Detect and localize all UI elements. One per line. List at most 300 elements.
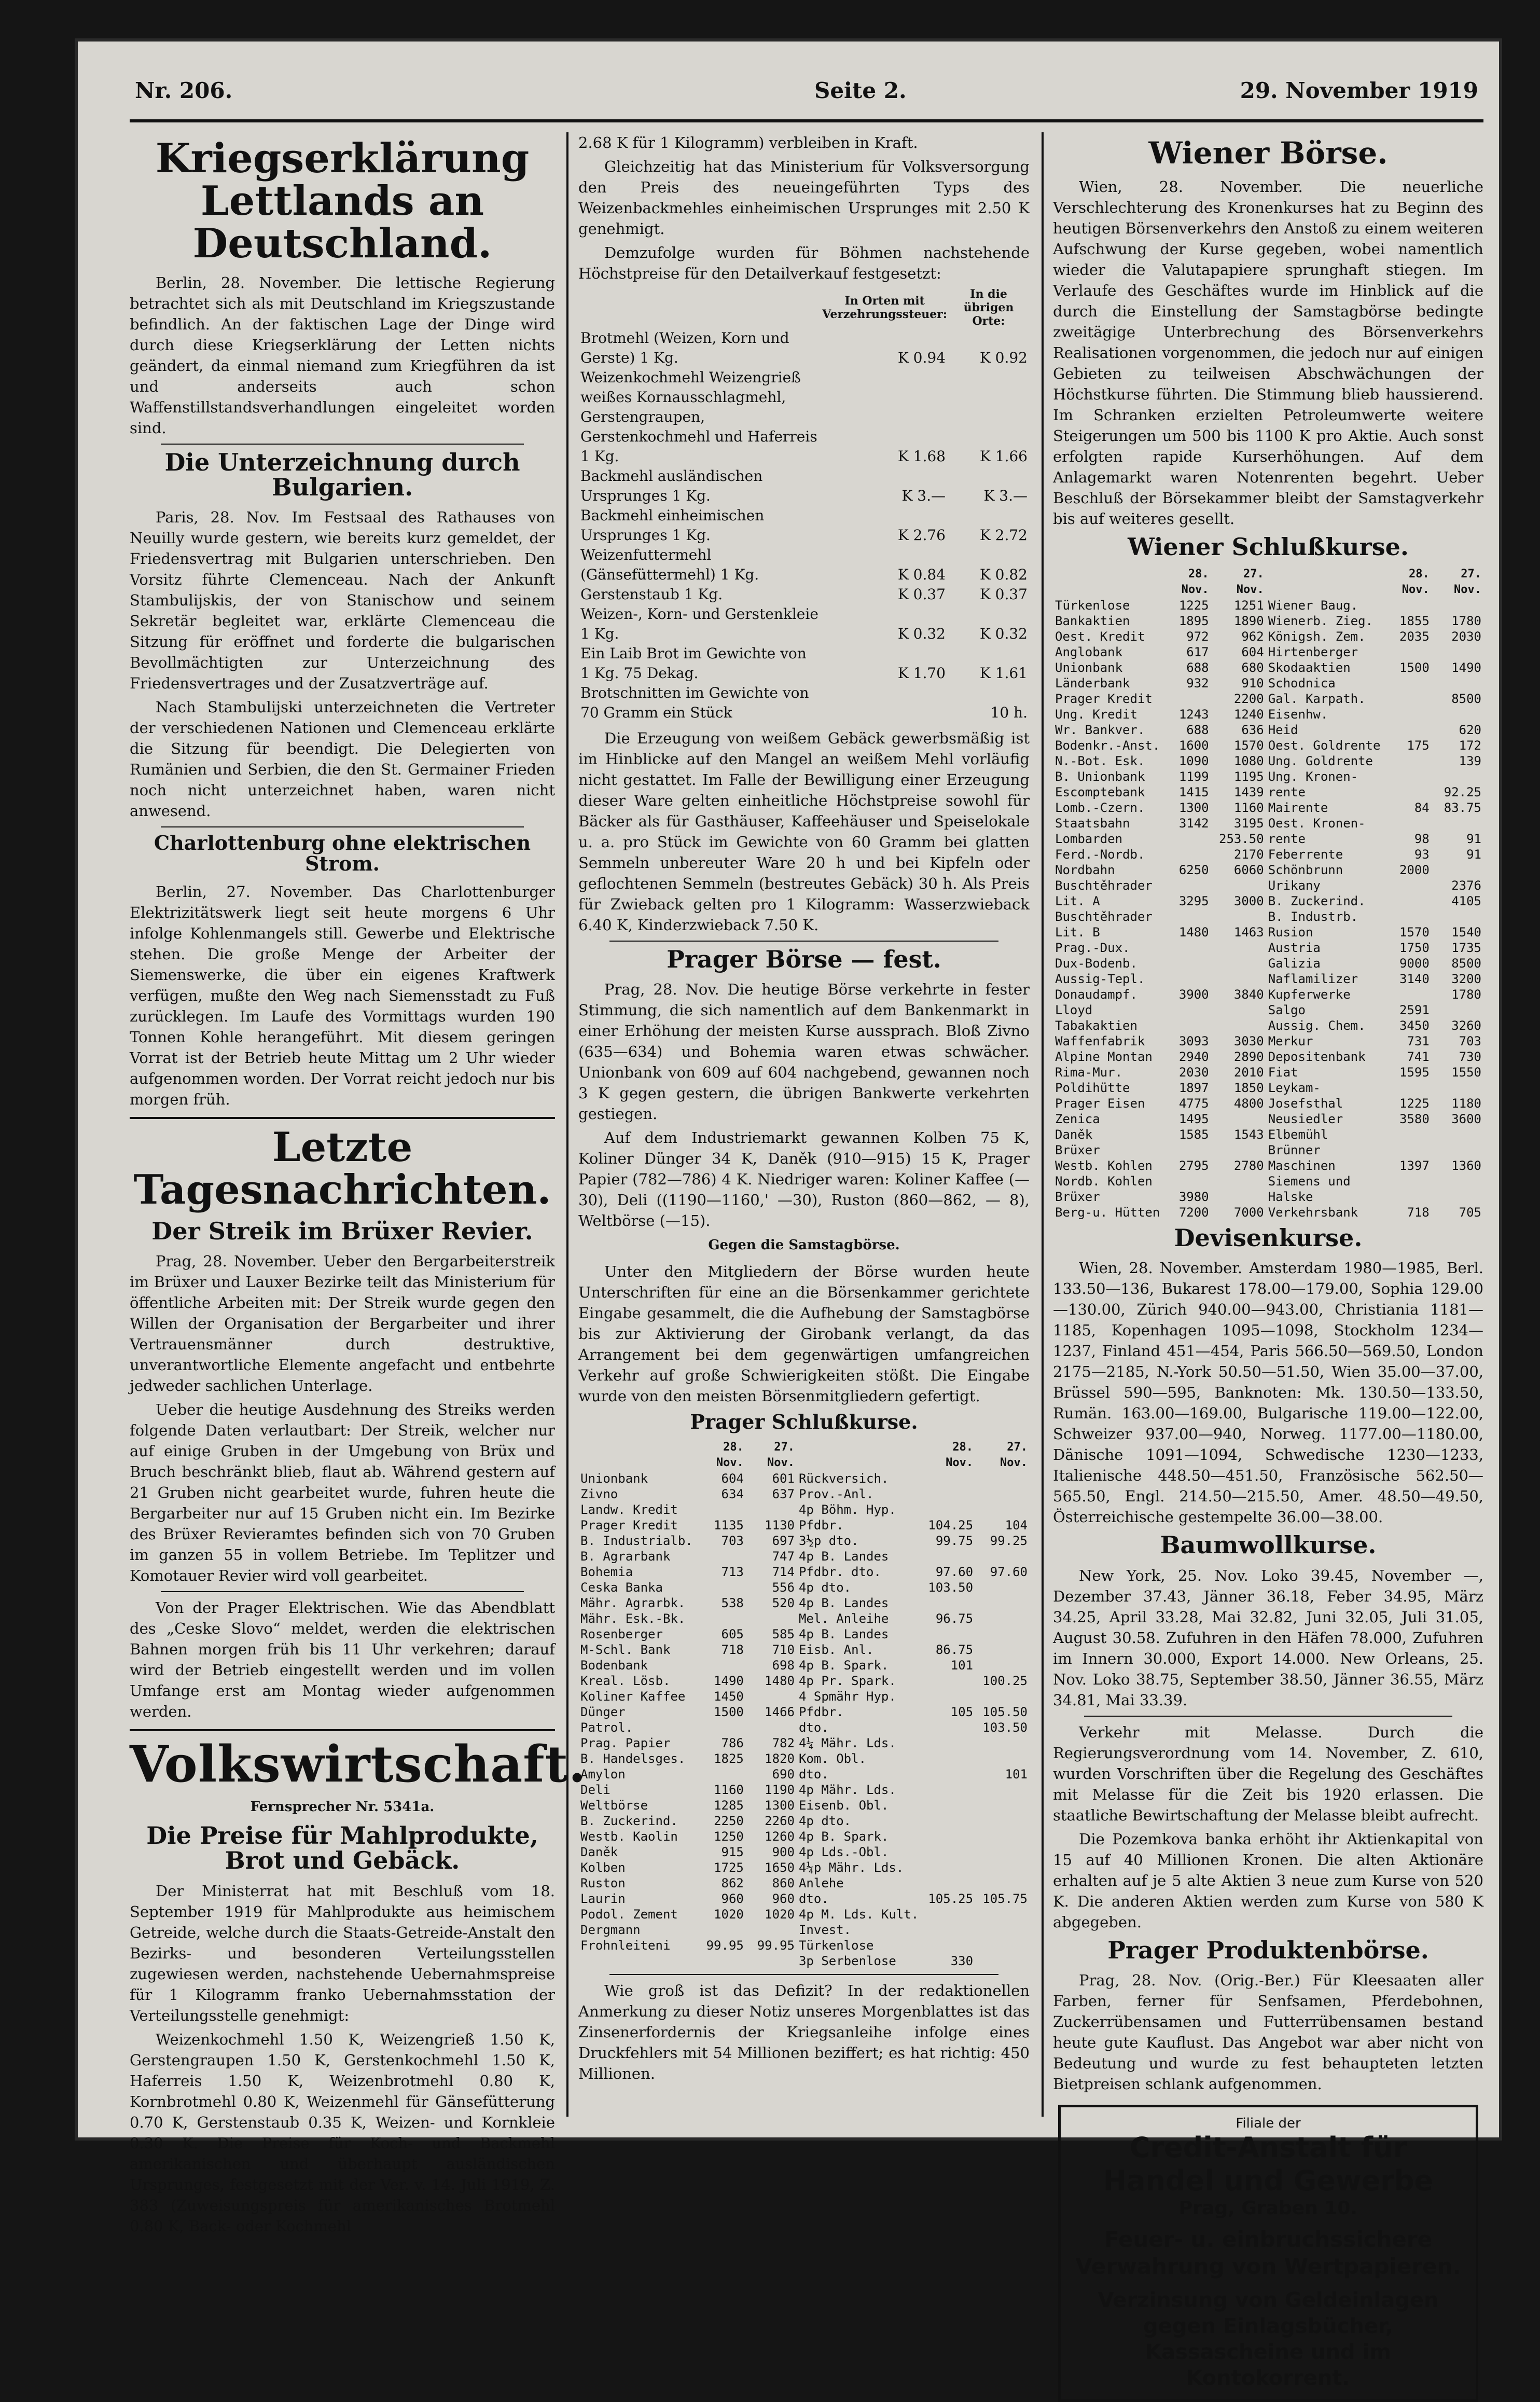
quote-value: 105.50 [982, 1705, 1028, 1720]
security-name: Dergmann [580, 1923, 641, 1938]
quote-row [578, 1844, 1030, 1860]
quote-value: 175 [1407, 738, 1430, 753]
price-item: Brotschnitten im Gewichte von 70 Gramm ein Stück [580, 684, 809, 721]
article-text: Die Erzeugung von weißem Gebäck gewerbsmäßig ist im Hinblicke auf den Mangel an weißem Mehl vorläufig nicht gestattet. Im Falle der Bewilligung einer Erzeugung dieser Ware gelten einheitliche Höchstpreise sowohl für Bäcker als für Gasthäuser, Kaffeehäuser und Speiselokale u. a. pro Stück im Gewichte von 60 Gramm bei glatten Semmeln unbereuter Ware 20 h und bei Kipfeln oder geflochtenen Semmeln (bestreutes Gebäck) 30 h. Als Preis für Zwieback gelten pro 1 Kilogramm: Wasserzwieback 6.40 K, Kinderzwieback 7.50 K. [578, 729, 1030, 934]
quote-row [578, 1673, 1030, 1689]
quote-value [921, 1844, 975, 1860]
ad-line: Verzinsung von Geldeinlagen gegen Einlagsbücher, Kassascheine und im Kontokorrent. [1098, 2288, 1439, 2391]
quote-value: 98 [1414, 832, 1430, 847]
quote-row [1053, 769, 1483, 784]
prague-quotes-table [578, 1440, 1030, 1969]
security-name: Prager Eisen [1055, 1096, 1145, 1111]
column-2 [578, 132, 1030, 2117]
quote-value: 960 [721, 1892, 744, 1907]
security-name: Ung. Goldrente [1268, 754, 1373, 769]
quote-value [921, 1766, 975, 1782]
security-name: Lit. A [1055, 894, 1100, 909]
section-latest-news: Letzte Tagesnachrichten. [133, 1124, 551, 1213]
quote-value [975, 1580, 1030, 1595]
quote-value: 1540 [1451, 925, 1481, 940]
quote-value [975, 1829, 1030, 1844]
divider [161, 1591, 524, 1592]
price-value: K 1.68 [897, 448, 946, 465]
quote-value [975, 1953, 1030, 1969]
quote-value: 7200 [1178, 1205, 1209, 1220]
security-name: Zivno [580, 1487, 618, 1502]
article-text: Prag, 28. Nov. Die heutige Börse verkehrte in fester Stimmung, die sich namentlich auf dem Bankenmarkt in einer Erhöhung der meisten Kurse aussprach. Bloß Zivno (635—634) und Bohemia waren etwas schwächer. Unionbank von 609 auf 604 nachgebend, gewannen noch 3 K gegen gestern, die übrigen Bankwerte verkehrten gestiegen. [578, 981, 1030, 1123]
quote-value: 1585 [1178, 1127, 1209, 1142]
quote-value: 556 [772, 1580, 795, 1595]
security-name: 4p B. Spark. [798, 1829, 889, 1844]
quote-value: 1130 [765, 1518, 795, 1533]
quote-value [746, 1953, 797, 1969]
security-name: Pfdbr. [798, 1705, 844, 1720]
quote-value: 1570 [1399, 925, 1430, 940]
quote-value: 2170 [1233, 847, 1264, 862]
quote-value [1432, 675, 1483, 691]
quote-value [975, 1782, 1030, 1798]
security-name: Mel. Anleihe [798, 1611, 889, 1626]
quote-value: 1820 [765, 1751, 795, 1766]
security-name: M-Schl. Bank [580, 1642, 671, 1658]
quote-value: 105.75 [982, 1892, 1028, 1907]
quote-row [578, 1860, 1030, 1875]
security-name: 4p Mähr. Lds. [798, 1783, 896, 1798]
price-value [822, 683, 948, 723]
quote-value [1211, 909, 1266, 924]
quote-value: 99.95 [706, 1938, 744, 1953]
security-name: B. Industrialb. [580, 1534, 693, 1549]
security-name: Eisenb. Obl. [798, 1798, 889, 1813]
security-name: 4p Lds.-Obl. [798, 1845, 889, 1860]
security-name: Länderbank [1055, 676, 1130, 691]
quote-value [746, 1689, 797, 1704]
quote-value: 1195 [1233, 769, 1264, 784]
quote-value: 1250 [714, 1829, 744, 1844]
quote-value [1432, 1174, 1483, 1189]
security-name: dto. [798, 1892, 829, 1907]
quote-value: 703 [721, 1534, 744, 1549]
quote-value: 1415 [1178, 785, 1209, 800]
price-value: K 1.66 [979, 448, 1028, 465]
quote-value: 636 [1241, 723, 1264, 738]
quote-value: 97.60 [935, 1565, 974, 1580]
column-3 [1053, 132, 1483, 2391]
quote-value: 900 [772, 1845, 795, 1860]
quote-value [1382, 909, 1431, 924]
security-name: Tabakaktien [1055, 1018, 1137, 1033]
quote-value: 1750 [1399, 941, 1430, 956]
security-name: Fiat [1268, 1065, 1298, 1080]
quote-row [1053, 987, 1483, 1002]
price-item: Gerstenstaub 1 Kg. [580, 586, 723, 603]
price-value: K 1.61 [979, 665, 1028, 682]
quote-value: 1285 [714, 1798, 744, 1813]
quote-value: 1570 [1233, 738, 1264, 753]
quote-value [921, 1626, 975, 1642]
security-name: Lomb.-Czern. [1055, 800, 1145, 816]
security-name: Berg-u. Hütten [1055, 1205, 1160, 1220]
quote-row [578, 1798, 1030, 1813]
quote-value [1382, 784, 1431, 800]
quote-value: 1500 [1399, 660, 1430, 675]
quote-value [1432, 862, 1483, 878]
quote-value [975, 1798, 1030, 1813]
quote-value [975, 1907, 1030, 1922]
price-row [578, 506, 1030, 545]
price-value: K 0.37 [979, 586, 1028, 603]
quote-value [921, 1486, 975, 1502]
quote-row [1053, 1018, 1483, 1033]
article-text: Berlin, 28. November. Die lettische Regierung betrachtet sich als mit Deutschland im Kriegszustande befindlich. An der faktischen Lage der Dinge wird durch diese Kriegserklärung der Letten nichts geändert, da einmal niemand zum Kriegführen da ist und anderseits auch schon Waffenstillstandsverhandlungen eingeleitet worden sind. [130, 273, 555, 437]
quote-row [1053, 1205, 1483, 1220]
quote-value [1382, 1080, 1431, 1096]
quote-value: 99.25 [990, 1534, 1028, 1549]
quote-value: 747 [772, 1549, 795, 1564]
phone-number: Fernsprecher Nr. 5341a. [250, 1799, 435, 1815]
quote-value [975, 1844, 1030, 1860]
quote-value [1432, 816, 1483, 831]
quote-value [975, 1471, 1030, 1486]
security-name: 4p Pr. Spark. [798, 1674, 896, 1689]
quote-value [1162, 691, 1211, 707]
security-name: dto. [798, 1720, 829, 1735]
security-name: Naflamilizer [1268, 972, 1358, 987]
quote-value [1432, 1142, 1483, 1158]
quote-value [921, 1922, 975, 1938]
quote-value: 7000 [1233, 1205, 1264, 1220]
quote-value [921, 1502, 975, 1517]
security-name: Schodnica [1268, 676, 1336, 691]
headline-prague-exchange: Prager Börse — fest. [667, 945, 941, 973]
issue-date: 29. November 1919 [1240, 78, 1478, 103]
quote-value: 620 [1459, 723, 1481, 738]
article-text: Prag, 28. November. Ueber den Bergarbeiterstreik im Brüxer und Lauxer Bezirke teilt das Ministerium für öffentliche Arbeiten mit: Der Streik wurde gegen den Willen der Organisation der Bergarbeiter und ihrer Vertrauensmänner durch destruktive, unverantwortliche Elemente angefacht und entbehrte jedweder sachlichen Unterlage. [130, 1252, 555, 1395]
quote-row [1053, 707, 1483, 722]
price-value: K 0.82 [979, 566, 1028, 583]
price-row [578, 644, 1030, 683]
page-header [135, 78, 1478, 114]
security-name: Prager Kredit [1055, 692, 1153, 707]
quote-row [1053, 1002, 1483, 1018]
quote-value [1211, 940, 1266, 956]
article-text: Die Pozemkova banka erhöht ihr Aktienkapital von 15 auf 40 Millionen Kronen. Die alten Aktionäre erhalten auf je 5 alte Aktien 3 neue zum Kurse von 520 K. Die anderen Aktien werden zum Kurse von 580 K abgegeben. [1053, 1830, 1483, 1931]
quote-value: 2780 [1233, 1158, 1264, 1174]
security-name: Leykam- [1268, 1081, 1321, 1096]
quote-value: 972 [1186, 629, 1209, 644]
quote-value: 690 [772, 1767, 795, 1782]
quote-value [1211, 1018, 1266, 1033]
quote-value: 2030 [1178, 1065, 1209, 1080]
security-name: Invest. [798, 1923, 852, 1938]
security-name: 4 Spmähr Hyp. [798, 1689, 896, 1704]
quote-value [921, 1549, 975, 1564]
quote-value [1382, 1142, 1431, 1158]
security-name [578, 1953, 695, 1969]
security-name: Aussig. Chem. [1268, 1018, 1366, 1033]
security-name: Anglobank [1055, 645, 1123, 660]
quote-value: 2376 [1451, 878, 1481, 893]
quote-value [1211, 878, 1266, 893]
quote-value: 1190 [765, 1783, 795, 1798]
newspaper-page [78, 42, 1499, 2391]
price-value: 10 h. [990, 704, 1028, 721]
quote-value [975, 1875, 1030, 1891]
quote-col-header: 28. Nov. [1402, 568, 1430, 597]
quote-value: 103.50 [982, 1720, 1028, 1735]
bank-advertisement [1058, 2105, 1478, 2402]
quote-value: 1240 [1233, 707, 1264, 722]
quote-value [1211, 1174, 1266, 1189]
quote-value [1432, 1080, 1483, 1096]
quote-row [578, 1626, 1030, 1642]
quote-col-header: 28. Nov. [716, 1441, 744, 1470]
ad-address: Prag, Graben 10. [1178, 2198, 1358, 2219]
quote-value [1382, 598, 1431, 613]
quote-value [1162, 1002, 1211, 1018]
quote-value: 93 [1414, 847, 1430, 862]
quote-value [1162, 847, 1211, 862]
headline-prices: Die Preise für Mahlprodukte, Brot und Gebäck. [146, 1821, 538, 1875]
quote-value: 2890 [1233, 1050, 1264, 1065]
price-row [578, 328, 1030, 368]
security-name: Koliner Kaffee [580, 1689, 686, 1704]
ad-bank-name: Credit-Anstalt für Handel und Gewerbe [1103, 2131, 1434, 2198]
divider [1084, 1716, 1452, 1717]
quote-value [695, 1549, 746, 1564]
quote-value: 1495 [1178, 1112, 1209, 1127]
quote-row [1053, 1174, 1483, 1189]
security-name: Kolben [580, 1860, 626, 1875]
quote-row [1053, 924, 1483, 940]
quote-row [578, 1720, 1030, 1735]
article-text: Nach Stambulijski unterzeichneten die Vertreter der verschiedenen Nationen und Clemenceau erklärte die Sitzung für beendigt. Die Delegierten von Rumänien und Serbien, die den St. Germainer Frieden noch nicht unterzeichnet haben, waren nicht anwesend. [130, 698, 555, 820]
page-number: Nr. 206. [135, 78, 233, 103]
price-col-header: In Orten mit Verzehrungssteuer: [822, 294, 948, 321]
security-name: Prag. Papier [580, 1736, 671, 1751]
security-name: B. Industrb. [1268, 909, 1358, 924]
quote-value [1162, 878, 1211, 893]
quote-value: 330 [950, 1954, 974, 1969]
quote-value [1382, 675, 1431, 691]
security-name: Podol. Zement [580, 1907, 678, 1922]
article-text: Paris, 28. Nov. Im Festsaal des Rathauses von Neuilly wurde gestern, wie bereits kurz gemeldet, der Friedensvertrag mit Bulgarien unterschrieben. Den Vorsitz führte Clemenceau. Nach der Ankunft Stambulijskis, der von Stanischow und seinem Sekretär begleitet war, erklärte Clemenceau die Sitzung für eröffnet und forderte die bulgarischen Bevollmächtigten zur Unterzeichnung des Friedensvertrages und der Zusatzverträge auf. [130, 508, 555, 693]
quote-row [1053, 691, 1483, 707]
quote-row [578, 1486, 1030, 1502]
quote-row [1053, 1033, 1483, 1049]
quote-value: 962 [1241, 629, 1264, 644]
quote-value [1162, 956, 1211, 971]
quote-value: 172 [1459, 738, 1481, 753]
quote-value [1432, 644, 1483, 660]
quote-value [975, 1813, 1030, 1829]
quote-value [921, 1875, 975, 1891]
price-row [578, 604, 1030, 644]
quote-value [1432, 1127, 1483, 1142]
quote-value: 1080 [1233, 754, 1264, 769]
quote-row [1053, 971, 1483, 987]
column-divider [566, 132, 568, 2117]
quote-row [1053, 784, 1483, 800]
quote-value: 1595 [1399, 1065, 1430, 1080]
security-name: Kupferwerke [1268, 987, 1351, 1002]
quote-value: 634 [721, 1487, 744, 1502]
price-item: Weizen-, Korn- und Gerstenkleie 1 Kg. [580, 605, 818, 642]
quote-value [921, 1938, 975, 1953]
security-name: Ferd.-Nordb. [1055, 847, 1145, 862]
column-divider [1042, 132, 1044, 2117]
quote-value [975, 1922, 1030, 1938]
quote-value [975, 1611, 1030, 1626]
quote-value [975, 1860, 1030, 1875]
article-text: Auf dem Industriemarkt gewannen Kolben 75 K, Koliner Dünger 34 K, Daněk (910—915) 15 K, Prager Papier (782—786) 4 K. Niedriger waren: Koliner Kaffee (—30), Deli ((1190—1160,' —30), Ruston (860—862, — 8), Weltbörse (—15). [578, 1129, 1030, 1230]
quote-value: 91 [1466, 847, 1481, 862]
article-text: Verkehr mit Melasse. Durch die Regierungsverordnung vom 14. November, Z. 610, wurden Vorschriften über die Regelung des Geschäftes mit Melasse für die Zeit bis 1920 erlassen. Die staatliche Bewirtschaftung der Melasse bleibt aufrecht. [1053, 1723, 1483, 1824]
price-item: Ein Laib Brot im Gewichte von 1 Kg. 75 Dekag. [580, 645, 807, 682]
security-name: 4p B. Landes [798, 1627, 889, 1642]
security-name: Josefsthal [1268, 1096, 1343, 1111]
security-name: Aussig-Tepl. [1055, 972, 1145, 987]
security-name: Donaudampf. [1055, 987, 1137, 1002]
quote-value [1211, 1111, 1266, 1127]
quote-value: 2260 [765, 1814, 795, 1829]
security-name: B. Zuckerind. [1268, 894, 1366, 909]
security-name: Urikany [1268, 878, 1321, 893]
quote-row [578, 1471, 1030, 1486]
quote-value: 1490 [714, 1674, 744, 1689]
quote-value [1162, 1142, 1211, 1158]
security-name: Halske [1268, 1190, 1313, 1205]
quote-value [1432, 909, 1483, 924]
quote-value [1211, 1002, 1266, 1018]
headline-charlottenburg: Charlottenburg ohne elektrischen Strom. [154, 831, 531, 876]
quote-value [921, 1782, 975, 1798]
quote-row [1053, 644, 1483, 660]
quote-value [921, 1907, 975, 1922]
security-name: N.-Bot. Esk. [1055, 754, 1145, 769]
header-rule [130, 119, 1483, 122]
security-name: Rima-Mur. [1055, 1065, 1123, 1080]
security-name: Wr. Bankver. [1055, 723, 1145, 738]
quote-row [1053, 847, 1483, 862]
quote-value [1382, 644, 1431, 660]
quote-row [578, 1611, 1030, 1626]
security-name: Ceska Banka [580, 1580, 663, 1595]
quote-value: 710 [772, 1642, 795, 1658]
quote-value: 3600 [1451, 1112, 1481, 1127]
quote-value: 688 [1186, 723, 1209, 738]
quote-value: 1780 [1451, 987, 1481, 1002]
security-name: B. Agrarbank [580, 1549, 671, 1564]
quote-value: 8500 [1451, 692, 1481, 707]
quote-value: 786 [721, 1736, 744, 1751]
security-name: Königsh. Zem. [1268, 629, 1366, 644]
security-name: Ung. Kredit [1055, 707, 1137, 722]
security-name: Dux-Bodenb. [1055, 956, 1137, 971]
headline-vienna-exchange: Wiener Börse. [1148, 135, 1388, 171]
quote-row [578, 1953, 1030, 1969]
security-name: Brüxer [1055, 1143, 1100, 1158]
price-value: K 0.32 [979, 625, 1028, 642]
quote-row [578, 1580, 1030, 1595]
quote-row [578, 1564, 1030, 1580]
quote-value: 698 [772, 1658, 795, 1673]
article-text: Berlin, 27. November. Das Charlottenburger Elektrizitätswerk liegt seit heute morgens 6 Uhr infolge Kohlenmangels still. Gewerbe und Elektrische stehen. Die große Menge der Arbeiter der Siemenswerke, die über ein eigenes Kraftwerk verfügen, mußte den Weg nach Siemensstadt zu Fuß zurücklegen. Im Laufe des Vormittags wurden 190 Tonnen Kohle herangeführt. Mit diesem geringen Vorrat ist der Betrieb heute Mittag um 2 Uhr wieder aufgenommen worden. Der Vorrat reicht jedoch nur bis morgen früh. [130, 883, 555, 1109]
quote-value [1432, 707, 1483, 722]
quote-value [921, 1735, 975, 1751]
divider [161, 444, 524, 445]
quote-row [1053, 613, 1483, 629]
quote-row [1053, 893, 1483, 909]
quote-value: 253.50 [1219, 832, 1264, 847]
quote-value [921, 1798, 975, 1813]
quote-row [1053, 598, 1483, 613]
quote-value: 1466 [765, 1705, 795, 1720]
quote-value [975, 1658, 1030, 1673]
article-text: Wie groß ist das Defizit? In der redaktionellen Anmerkung zu dieser Notiz unseres Morgenblattes ist das Zinsenerfordernis der Kriegsanleihe infolge eines Druckfehlers mit 54 Millionen beziffert; es hat richtig: 450 Millionen. [578, 1982, 1030, 2083]
quote-row [1053, 1127, 1483, 1142]
article-text: Demzufolge wurden für Böhmen nachstehende Höchstpreise für den Detailverkauf festgesetzt: [578, 244, 1030, 282]
headline-vienna-closing: Wiener Schlußkurse. [1128, 532, 1409, 561]
security-name: Daněk [1055, 1127, 1093, 1142]
security-name: 4p B. Landes [798, 1549, 889, 1564]
quote-value [975, 1642, 1030, 1658]
security-name: 4p dto. [798, 1814, 852, 1829]
security-name: Lloyd [1055, 1003, 1093, 1018]
quote-value: 1090 [1178, 754, 1209, 769]
article-text: Weizenkochmehl 1.50 K, Weizengrieß 1.50 K, Gerstengraupen 1.50 K, Gerstenkochmehl 1.50 K, Haferreis 1.50 K, Weizenbrotmehl 0.80 K, Kornbrotmehl 0.80 K, Weizenmehl für Gänsefütterung 0.70 K, Gerstenstaub 0.35 K, Weizen- und Kornkleie 0.30 K. Die Preise für Koch- und Backmehl amerikanischen und überhaupt ausländischen Ursprunges, festgesetzt mit der Ver. v. 14. Juli 1919, Z. 383 (Zuweisungspreis für amerikanisches Brotmehl 0.80 K, Back- oder Kochmehl [130, 2030, 555, 2235]
quote-value [1382, 1189, 1431, 1205]
security-name: Nordbahn [1055, 863, 1115, 878]
quote-col-header: 28. Nov. [946, 1441, 974, 1470]
security-name: Unionbank [580, 1471, 648, 1486]
security-name: Zenica [1055, 1112, 1100, 1127]
quote-value: 1160 [714, 1783, 744, 1798]
article-text: Von der Prager Elektrischen. Wie das Abendblatt des „Ceske Slovo“ meldet, werden die elektrischen Bahnen morgen früh bis 11 Uhr verkehren; darauf wird der Betrieb eingestellt werden und im vollen Umfange erst am Montag wieder aufgenommen werden. [130, 1599, 555, 1721]
security-name: B. Handelsges. [580, 1751, 686, 1766]
quote-row [1053, 1189, 1483, 1205]
quote-value: 605 [721, 1627, 744, 1642]
security-name: Landw. Kredit [580, 1502, 678, 1517]
quote-row [1053, 831, 1483, 847]
quote-value: 697 [772, 1534, 795, 1549]
security-name: rente [1268, 832, 1306, 847]
quote-value: 1897 [1178, 1081, 1209, 1096]
article-text: Prag, 28. Nov. (Orig.-Ber.) Für Kleesaaten aller Farben, ferner für Senfsamen, Pferdebohnen, Zuckerrübensamen und Futterrübensamen bestand heute gute Kauflust. Das Angebot war aber nicht von Bedeutung und wurde zu fest behaupteten letzten Bietpreisen schlank aufgenommen. [1053, 1971, 1483, 2093]
quote-value [746, 1922, 797, 1938]
quote-value: 1550 [1451, 1065, 1481, 1080]
divider [130, 1117, 555, 1119]
quote-value: 1450 [714, 1689, 744, 1704]
quote-value: 104 [1005, 1518, 1028, 1533]
quote-value: 730 [1459, 1050, 1481, 1065]
quote-value: 99.75 [935, 1534, 974, 1549]
quote-value [921, 1689, 975, 1704]
security-name: Staatsbahn [1055, 816, 1130, 831]
quote-value [1211, 971, 1266, 987]
security-name: Galizia [1268, 956, 1321, 971]
quote-value: 4105 [1451, 894, 1481, 909]
quote-row [578, 1751, 1030, 1766]
quote-value: 3200 [1451, 972, 1481, 987]
quote-value: 1825 [714, 1751, 744, 1766]
quote-value: 3450 [1399, 1018, 1430, 1033]
security-name: Unionbank [1055, 660, 1123, 675]
quote-col-header: 27. Nov. [1454, 568, 1481, 597]
article-text: Wien, 28. November. Amsterdam 1980—1985, Berl. 133.50—136, Bukarest 178.00—179.00, Sophia 129.00—130.00, Zürich 940.00—943.00, Christiania 1181—1185, Kopenhagen 1095—1098, Stockholm 1234—1237, Finland 451—454, Paris 566.50—569.50, London 2175—2185, N.-York 50.50—51.50, Wien 35.00—37.00, Brüssel 590—595, Banknoten: Mk. 130.50—133.50, Rumän. 163.00—169.00, Bulgarische 119.00—122.00, Schweizer 937.00—940, Norweg. 1177.00—1180.00, Dänische 1091—1094, Schwedische 1230—1233, Italienische 448.50—451.50, Französische 562.50—565.50, Engl. 214.50—215.50, Amer. 48.50—49.50, Österreichische gestempelte 36.00—38.00. [1053, 1259, 1483, 1526]
quote-value [695, 1766, 746, 1782]
quote-row [1053, 1111, 1483, 1127]
